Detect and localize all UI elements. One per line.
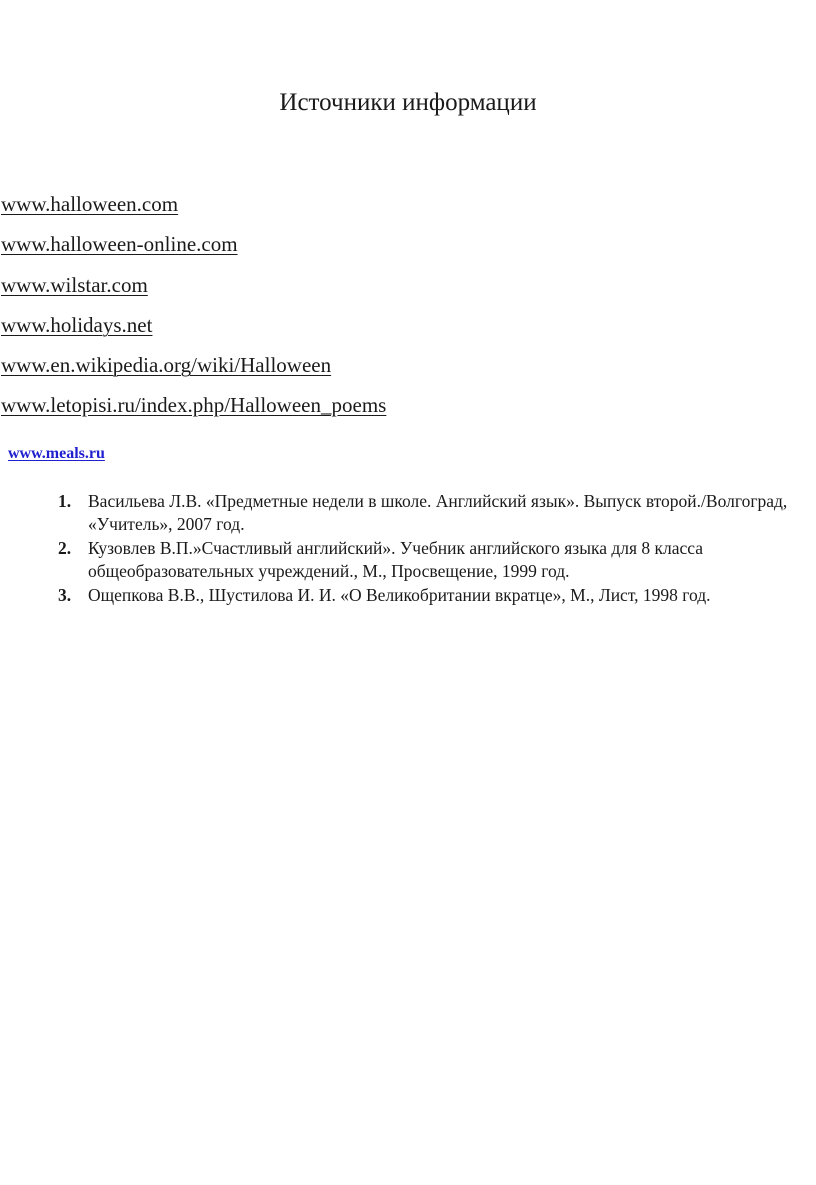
list-item [1,311,386,351]
source-item [58,537,808,582]
link-halloween-online[interactable]: www.halloween-online.com [1,232,238,257]
link-wilstar[interactable]: www.wilstar.com [1,272,148,297]
source-item [58,584,808,607]
list-item [1,271,386,311]
link-letopisi[interactable]: www.letopisi.ru/index.php/Halloween_poems [1,393,387,418]
sources-list [58,490,808,609]
link-list [1,190,386,432]
source-number: 3. [58,585,72,605]
link-meals[interactable]: www.meals.ru [8,445,105,462]
source-text: Кузовлев В.П.»Счастливый английский». Учебник английского языка для 8 класса общеобразовательных учреждений., М., Просвещение, 1999 год. [88,538,704,581]
source-text: Васильева Л.В. «Предметные недели в школе. Английский язык». Выпуск второй./Волгоград, «Учитель», 2007 год. [88,491,788,534]
source-number: 1. [58,491,72,511]
link-holidays[interactable]: www.holidays.net [1,312,153,337]
source-text: Ощепкова В.В., Шустилова И. И. «О Великобритании вкратце», М., Лист, 1998 год. [88,585,711,605]
source-item [58,490,808,535]
source-number: 2. [58,538,72,558]
list-item [1,351,386,391]
page-title: Источники информации [279,89,537,116]
list-item [1,190,386,230]
link-wikipedia[interactable]: www.en.wikipedia.org/wiki/Halloween [1,353,332,378]
list-item [1,230,386,270]
link-halloween[interactable]: www.halloween.com [1,192,179,216]
list-item [1,391,386,431]
